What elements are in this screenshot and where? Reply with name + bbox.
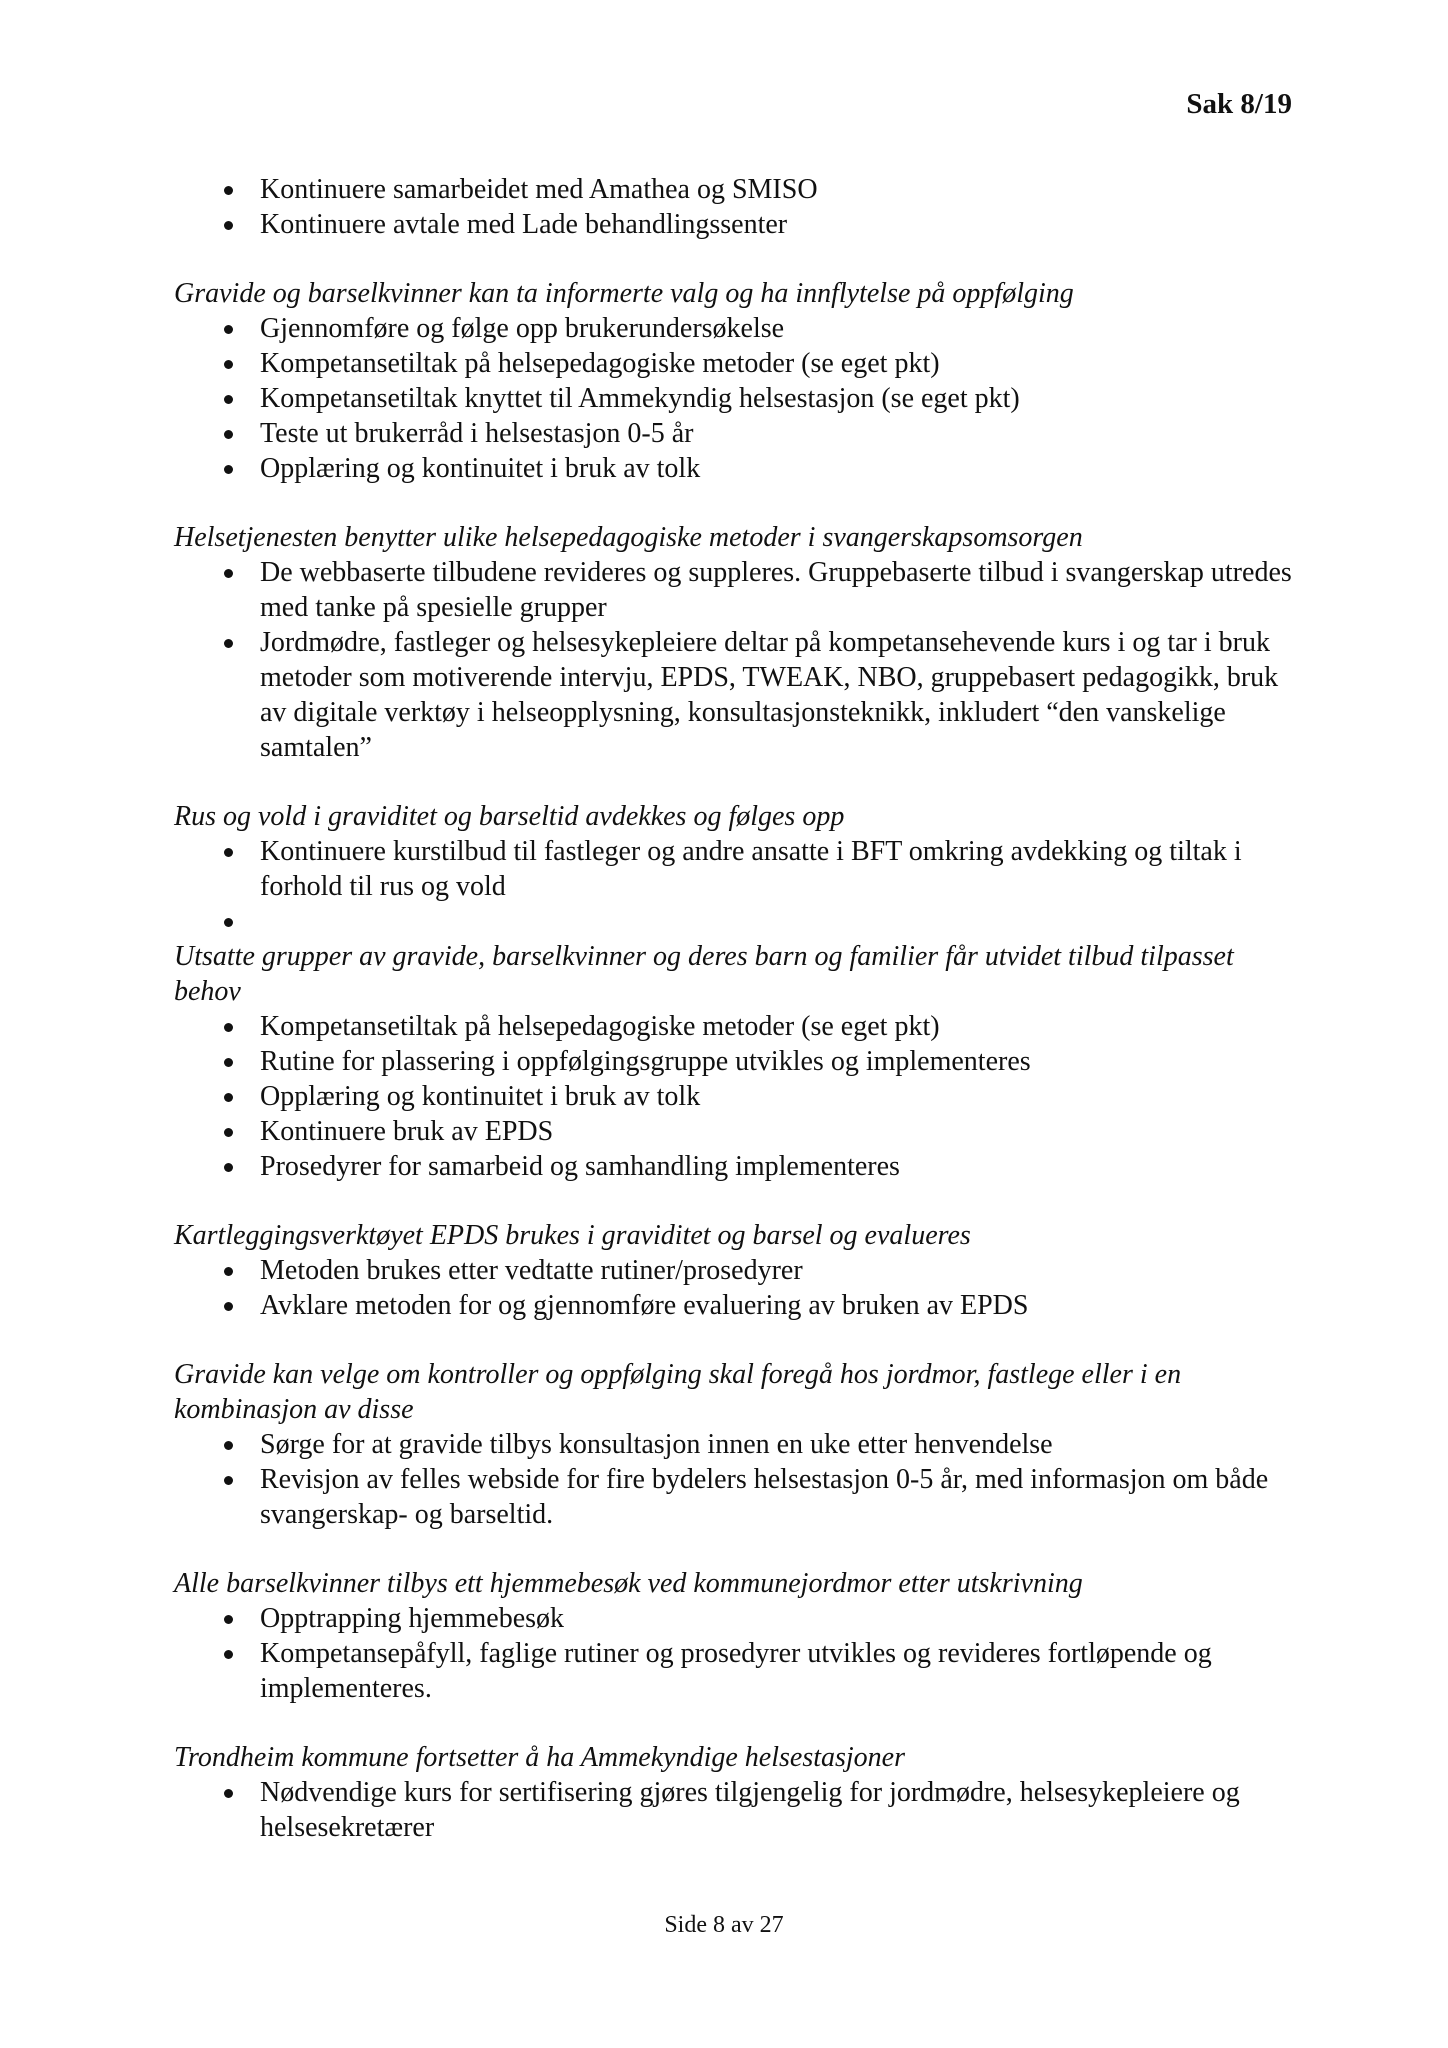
list-item-empty — [174, 904, 1294, 939]
list-item: Kontinuere avtale med Lade behandlingssenter — [174, 207, 1294, 242]
bullet-list — [174, 172, 1294, 242]
section-heading: Rus og vold i graviditet og barseltid avdekkes og følges opp — [174, 801, 845, 832]
list-item: Kompetansetiltak knyttet til Ammekyndig helsestasjon (se eget pkt) — [174, 381, 1294, 416]
list-item: Revisjon av felles webside for fire bydelers helsestasjon 0-5 år, med informasjon om både svangerskap- og barseltid. — [174, 1462, 1294, 1532]
intro-section — [174, 172, 1294, 242]
list-item: Teste ut brukerråd i helsestasjon 0-5 år — [174, 416, 1294, 451]
list-item: Kontinuere bruk av EPDS — [174, 1114, 1294, 1149]
list-item: Kompetansetiltak på helsepedagogiske metoder (se eget pkt) — [174, 346, 1294, 381]
page-content — [174, 172, 1294, 1879]
list-item: De webbaserte tilbudene revideres og suppleres. Gruppebaserte tilbud i svangerskap utredes med tanke på spesielle grupper — [174, 555, 1294, 625]
section-choice-of-provider — [174, 1357, 1294, 1532]
section-home-visit — [174, 1566, 1294, 1706]
list-item: Gjennomføre og følge opp brukerundersøkelse — [174, 311, 1294, 346]
list-item: Opplæring og kontinuitet i bruk av tolk — [174, 451, 1294, 486]
list-item: Nødvendige kurs for sertifisering gjøres tilgjengelig for jordmødre, helsesykepleiere og helsesekretærer — [174, 1775, 1294, 1845]
list-item: Avklare metoden for og gjennomføre evaluering av bruken av EPDS — [174, 1288, 1294, 1323]
list-item: Rutine for plassering i oppfølgingsgruppe utvikles og implementeres — [174, 1044, 1294, 1079]
section-breastfeeding — [174, 1740, 1294, 1845]
bullet-list — [174, 311, 1294, 486]
bullet-list — [174, 1009, 1294, 1184]
list-item: Kontinuere kurstilbud til fastleger og andre ansatte i BFT omkring avdekking og tiltak i forhold til rus og vold — [174, 834, 1294, 904]
bullet-list — [174, 1601, 1294, 1706]
list-item: Opptrapping hjemmebesøk — [174, 1601, 1294, 1636]
bullet-list — [174, 555, 1294, 765]
section-substance-violence — [174, 799, 1294, 939]
list-item: Jordmødre, fastleger og helsesykepleiere deltar på kompetansehevende kurs i og tar i bruk metoder som motiverende intervju, EPDS, TWEAK, NBO, gruppebasert pedagogikk, bruk av digitale verktøy i helseopplysning, konsultasjonsteknikk, inkludert “den vanskelige samtalen” — [174, 625, 1294, 765]
section-informed-choices — [174, 276, 1294, 486]
list-item: Metoden brukes etter vedtatte rutiner/prosedyrer — [174, 1253, 1294, 1288]
section-heading: Gravide og barselkvinner kan ta informerte valg og ha innflytelse på oppfølging — [174, 278, 1074, 309]
section-heading: Trondheim kommune fortsetter å ha Ammekyndige helsestasjoner — [174, 1742, 906, 1773]
section-vulnerable-groups — [174, 939, 1294, 1184]
list-item: Kompetansetiltak på helsepedagogiske metoder (se eget pkt) — [174, 1009, 1294, 1044]
section-health-pedagogy — [174, 520, 1294, 765]
bullet-list — [174, 1427, 1294, 1532]
section-heading: Kartleggingsverktøyet EPDS brukes i graviditet og barsel og evalueres — [174, 1220, 971, 1251]
section-epds — [174, 1218, 1294, 1323]
section-heading: Gravide kan velge om kontroller og oppfølging skal foregå hos jordmor, fastlege eller i en kombinasjon av disse — [174, 1359, 1182, 1425]
list-item: Kontinuere samarbeidet med Amathea og SMISO — [174, 172, 1294, 207]
list-item: Opplæring og kontinuitet i bruk av tolk — [174, 1079, 1294, 1114]
case-reference: Sak 8/19 — [1186, 88, 1292, 120]
section-heading: Utsatte grupper av gravide, barselkvinner og deres barn og familier får utvidet tilbud tilpasset behov — [174, 941, 1234, 1007]
bullet-list — [174, 1775, 1294, 1845]
list-item: Kompetansepåfyll, faglige rutiner og prosedyrer utvikles og revideres fortløpende og implementeres. — [174, 1636, 1294, 1706]
section-heading: Helsetjenesten benytter ulike helsepedagogiske metoder i svangerskapsomsorgen — [174, 522, 1083, 553]
page-number: Side 8 av 27 — [664, 1912, 784, 1938]
list-item: Sørge for at gravide tilbys konsultasjon innen en uke etter henvendelse — [174, 1427, 1294, 1462]
section-heading: Alle barselkvinner tilbys ett hjemmebesøk ved kommunejordmor etter utskrivning — [174, 1568, 1083, 1599]
bullet-list — [174, 834, 1294, 939]
list-item: Prosedyrer for samarbeid og samhandling implementeres — [174, 1149, 1294, 1184]
bullet-list — [174, 1253, 1294, 1323]
